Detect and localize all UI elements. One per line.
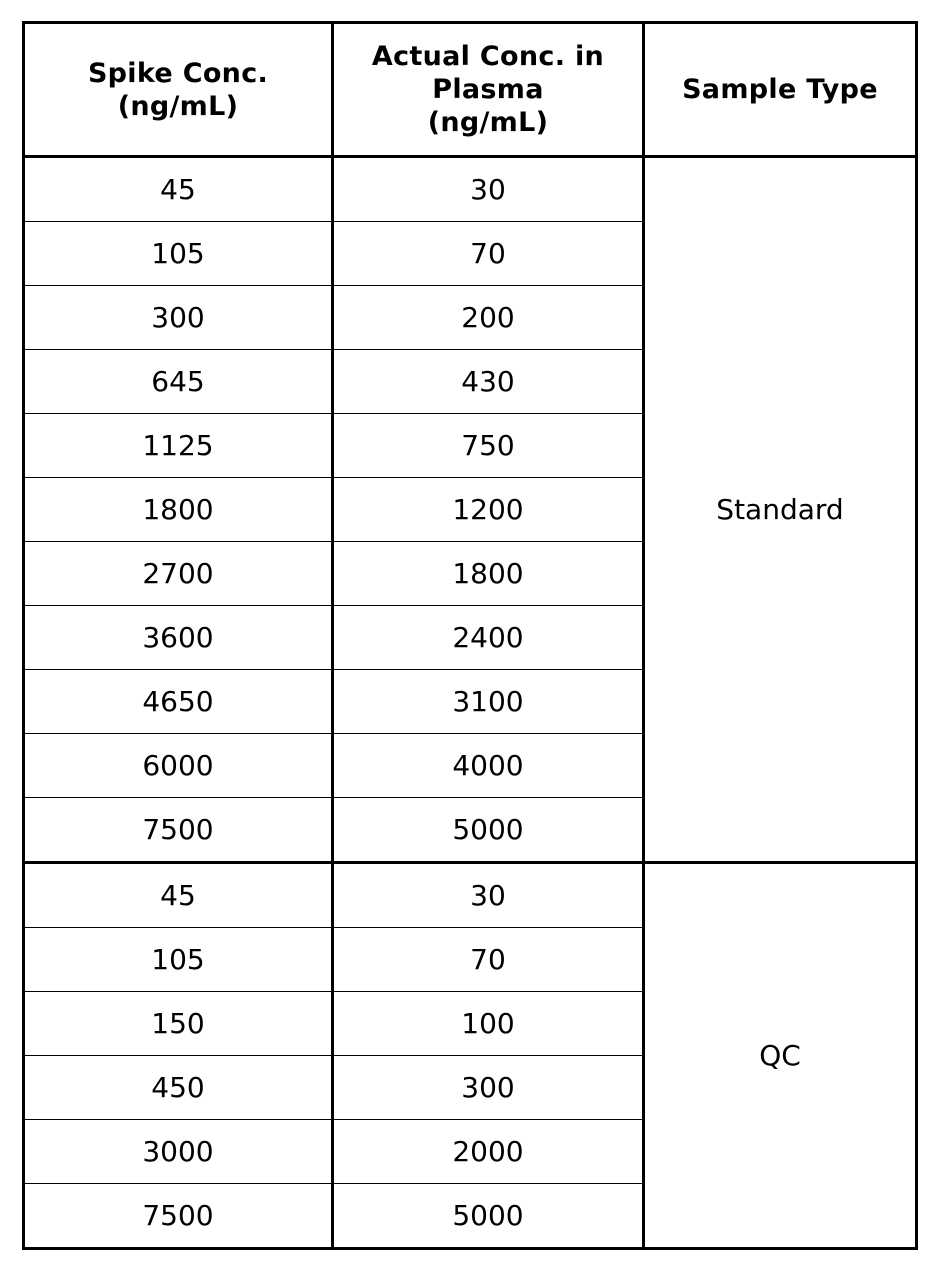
sample-type-cell: QC: [644, 863, 917, 1249]
header-spike-line-2: (ng/mL): [117, 90, 239, 122]
actual-conc-cell: 2400: [333, 606, 644, 670]
spike-conc-cell: 2700: [24, 542, 333, 606]
spike-conc-cell: 45: [24, 863, 333, 928]
table-row: [24, 863, 917, 928]
spike-conc-cell: 1125: [24, 414, 333, 478]
spike-conc-cell: 300: [24, 286, 333, 350]
spike-conc-cell: 150: [24, 992, 333, 1056]
actual-conc-cell: 70: [333, 222, 644, 286]
table-body: [24, 157, 917, 1249]
spike-conc-cell: 645: [24, 350, 333, 414]
spike-conc-cell: 105: [24, 222, 333, 286]
spike-conc-cell: 7500: [24, 798, 333, 863]
header-actual-line-1: Actual Conc. in: [371, 41, 605, 72]
spike-conc-cell: 3600: [24, 606, 333, 670]
actual-conc-cell: 30: [333, 863, 644, 928]
actual-conc-cell: 5000: [333, 798, 644, 863]
concentration-table: [22, 21, 918, 1250]
actual-conc-cell: 5000: [333, 1184, 644, 1249]
header-sample-type: [644, 23, 917, 157]
table-header: [24, 23, 917, 157]
header-actual-conc: [333, 23, 644, 157]
spike-conc-cell: 1800: [24, 478, 333, 542]
header-spike-line-1: Spike Conc.: [87, 57, 269, 89]
header-spike-conc: [24, 23, 333, 157]
header-actual-line-2: Plasma: [432, 74, 544, 105]
actual-conc-cell: 430: [333, 350, 644, 414]
actual-conc-cell: 100: [333, 992, 644, 1056]
actual-conc-cell: 300: [333, 1056, 644, 1120]
spike-conc-cell: 450: [24, 1056, 333, 1120]
spike-conc-cell: 45: [24, 157, 333, 222]
spike-conc-cell: 6000: [24, 734, 333, 798]
actual-conc-cell: 70: [333, 928, 644, 992]
spike-conc-cell: 4650: [24, 670, 333, 734]
actual-conc-cell: 4000: [333, 734, 644, 798]
table-row: [24, 157, 917, 222]
actual-conc-cell: 3100: [333, 670, 644, 734]
header-row: [24, 23, 917, 157]
actual-conc-cell: 30: [333, 157, 644, 222]
header-type-line-1: Sample Type: [682, 74, 878, 105]
spike-conc-cell: 3000: [24, 1120, 333, 1184]
actual-conc-cell: 750: [333, 414, 644, 478]
spike-conc-cell: 105: [24, 928, 333, 992]
actual-conc-cell: 2000: [333, 1120, 644, 1184]
sample-type-cell: Standard: [644, 157, 917, 863]
actual-conc-cell: 1800: [333, 542, 644, 606]
actual-conc-cell: 200: [333, 286, 644, 350]
actual-conc-cell: 1200: [333, 478, 644, 542]
header-actual-line-3: (ng/mL): [427, 107, 549, 138]
spike-conc-cell: 7500: [24, 1184, 333, 1249]
